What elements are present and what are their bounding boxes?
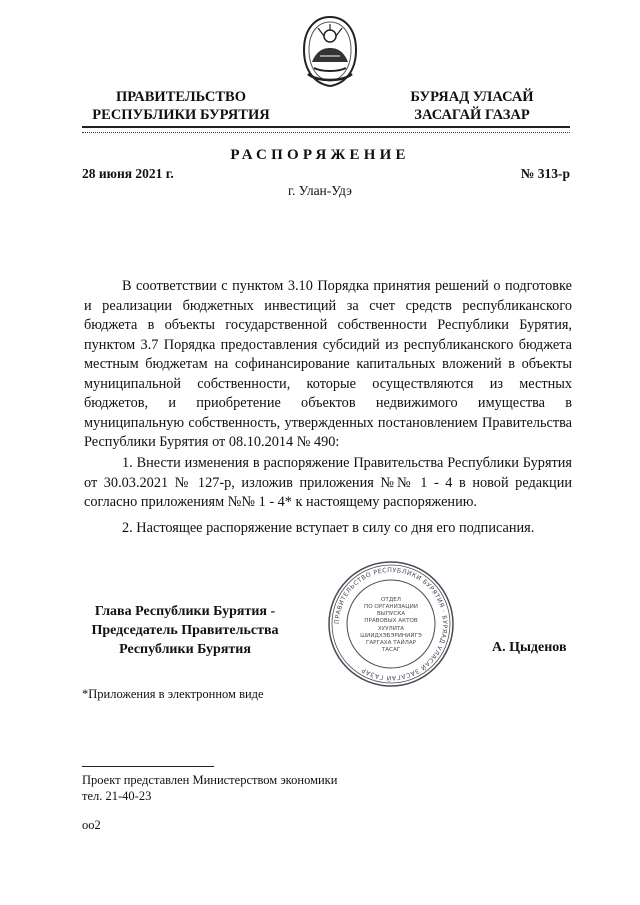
- footer-phone: тел. 21-40-23: [82, 789, 152, 803]
- signatory-title-line1: Глава Республики Бурятия -: [94, 604, 276, 619]
- header-left-line1: ПРАВИТЕЛЬСТВО: [116, 89, 246, 105]
- seal-inner-line5: ХУУЛИТА: [377, 626, 405, 632]
- header-government-ru: [82, 88, 280, 124]
- signatory-title: [70, 602, 300, 659]
- footer-info: [82, 772, 337, 804]
- body-paragraph-3: 2. Настоящее распоряжение вступает в силу со дня его подписания.: [122, 520, 535, 536]
- body-paragraph-1: В соответствии с пунктом 3.10 Порядка принятия решений о подготовке и реализации бюджетных инвестиций за счет средств республиканского бюджета в объекты государственной собственности Республики Бурятия, пунктом 3.7 Порядка предоставления субсидий из республиканского бюджета местным бюджетам на софинансирование капитальных вложений в объекты муниципальной собственности, которые осуществляются из местных бюджетов, и приобретение объектов недвижимого имущества в муниципальную собственность, утвержденных постановлением Правительства Республики Бурятия от 08.10.2014 № 490:: [84, 278, 572, 450]
- header-government-bua: [398, 88, 546, 124]
- seal-inner-line2: ПО ОРГАНИЗАЦИИ: [364, 604, 418, 610]
- document-title: РАСПОРЯЖЕНИЕ: [230, 147, 410, 163]
- document-number: № 313-р: [520, 166, 570, 181]
- seal-ring-text: ПРАВИТЕЛЬСТВО РЕСПУБЛИКИ БУРЯТИЯ · БУРЯАД УЛАСАЙ ЗАСАГАЙ ГАЗАР ·: [333, 566, 449, 682]
- svg-text:ПРАВИТЕЛЬСТВО РЕСПУБЛИКИ БУРЯТ: [334, 567, 448, 683]
- signatory-title-line2: Председатель Правительства: [91, 623, 279, 638]
- seal-inner-line3: ВЫПУСКА: [376, 611, 406, 617]
- attachment-note: *Приложения в электронном виде: [82, 687, 264, 701]
- seal-inner-line6: ШИИДХЭБЭРИНИЙГЭ: [360, 633, 422, 639]
- signatory-title-line3: Республики Бурятия: [119, 642, 251, 657]
- header-right-line2: ЗАСАГАЙ ГАЗАР: [414, 107, 530, 123]
- header-right-line1: БУРЯАД УЛАСАЙ: [410, 89, 534, 105]
- footer-rule: [82, 766, 214, 767]
- signatory-name: А. Цыденов: [492, 640, 567, 655]
- seal-inner-line1: ОТДЕЛ: [381, 597, 401, 603]
- header-rule-solid: [82, 126, 570, 128]
- header-rule-dotted: [82, 132, 570, 133]
- footer-prepared-by: Проект представлен Министерством экономики: [82, 773, 338, 787]
- coat-of-arms-emblem-icon: [298, 14, 362, 88]
- seal-inner-line8: ТАСАГ: [381, 647, 401, 653]
- document-city: г. Улан-Удэ: [288, 183, 352, 198]
- document-date: 28 июня 2021 г.: [82, 166, 174, 181]
- document-code: oo2: [82, 818, 101, 832]
- seal-inner-line7: ГАРГАХА ТАЙЛАР: [365, 640, 417, 646]
- official-seal-stamp: [326, 561, 456, 688]
- body-paragraph-2: 1. Внести изменения в распоряжение Правительства Республики Бурятия от 30.03.2021 № 127-р, изложив приложения №№ 1 - 4 в новой редакции согласно приложениям №№ 1 - 4* к настоящему распоряжению.: [84, 455, 572, 510]
- header-left-line2: РЕСПУБЛИКИ БУРЯТИЯ: [92, 107, 270, 123]
- seal-inner-line4: ПРАВОВЫХ АКТОВ: [364, 618, 418, 624]
